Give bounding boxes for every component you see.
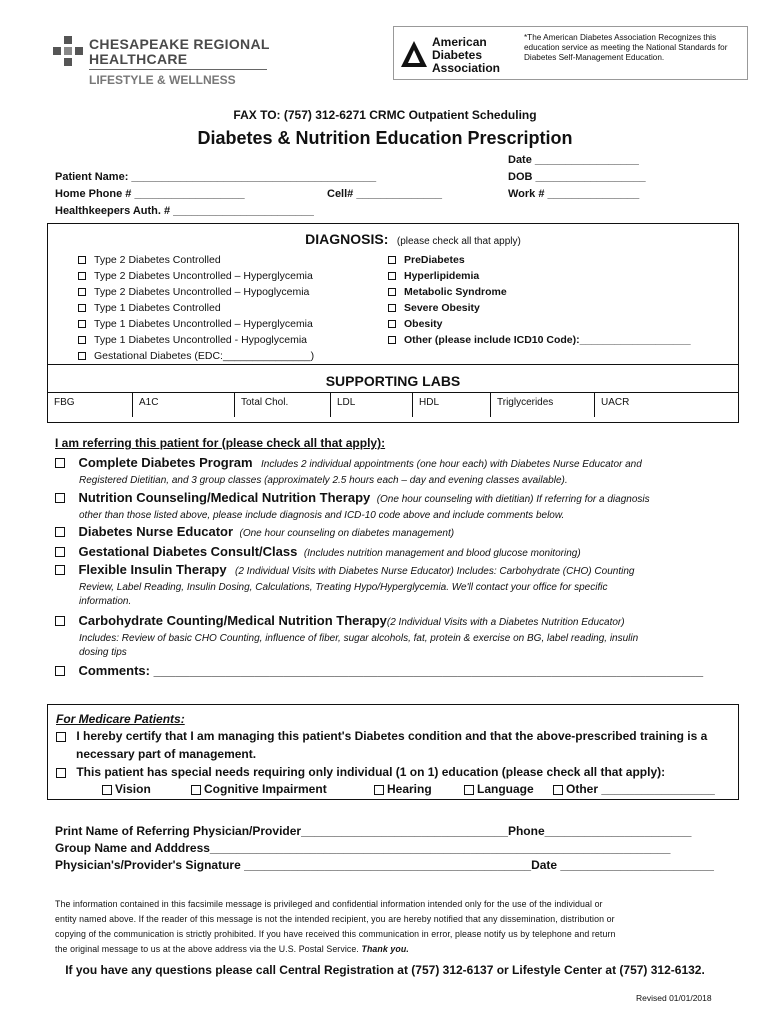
referral-item[interactable]: Diabetes Nurse Educator (One hour counseling on diabetes management) (55, 523, 745, 541)
checkbox-icon[interactable] (388, 288, 396, 296)
checkbox-icon[interactable] (78, 288, 86, 296)
home-phone-field[interactable]: Home Phone # __________________ (55, 188, 245, 200)
page-title: Diabetes & Nutrition Education Prescription (197, 128, 573, 148)
diagnosis-option[interactable]: Severe Obesity (388, 300, 691, 316)
diagnosis-option[interactable]: Type 2 Diabetes Uncontrolled – Hyperglycemia (78, 268, 314, 284)
patient-name-field[interactable]: Patient Name: ________________________________________ (55, 171, 377, 183)
checkbox-icon[interactable] (102, 785, 112, 795)
option-other[interactable]: Other _________________ (553, 782, 715, 796)
checkbox-icon[interactable] (55, 565, 65, 575)
medicare-cert1b: necessary part of management. (76, 747, 257, 761)
checkbox-icon[interactable] (464, 785, 474, 795)
group-address-field[interactable]: Group Name and Adddress_____________________________________________________________________ (55, 841, 671, 855)
referral-item[interactable]: Gestational Diabetes Consult/Class (Includes nutrition management and blood glucose monitoring) (55, 543, 745, 561)
referral-item[interactable]: Complete Diabetes Program Includes 2 individual appointments (one hour each) with Diabetes Nurse Educator and Registered Dietitian, and 3 group classes (approximately 2.5 hours each – day and evening classes available). (55, 454, 745, 486)
confidentiality-notice: The information contained in this facsimile message is privileged and confidential information intended only for the use of the individual or entity named above. If the reader of this message is not the intended recipient, you are hereby notified that any dissemination, distribution or copying of the communication is strictly prohibited. If you have received this communication in error, please notify us by telephone and return the original message to us at the above address via the U.S. Postal Service. Thank you. (55, 899, 616, 954)
diagnosis-option[interactable]: Gestational Diabetes (EDC:_______________) (78, 348, 314, 364)
checkbox-icon[interactable] (55, 616, 65, 626)
checkbox-icon[interactable] (56, 732, 66, 742)
option-vision[interactable]: Vision (102, 782, 151, 796)
checkbox-icon[interactable] (388, 272, 396, 280)
medicare-box (47, 704, 739, 800)
checkbox-icon[interactable] (55, 547, 65, 557)
labs-box (47, 365, 739, 423)
ada-name-line3: Association (432, 61, 501, 75)
checkbox-icon[interactable] (55, 493, 65, 503)
checkbox-icon[interactable] (78, 320, 86, 328)
ada-name-line2: Diabetes (432, 48, 483, 62)
option-language[interactable]: Language (464, 782, 534, 796)
checkbox-icon[interactable] (55, 458, 65, 468)
diagnosis-option[interactable]: PreDiabetes (388, 252, 691, 268)
cell-field[interactable]: Cell# ______________ (327, 188, 442, 200)
labs-row (48, 392, 738, 423)
checkbox-icon[interactable] (191, 785, 201, 795)
checkbox-icon[interactable] (78, 256, 86, 264)
diagnosis-option[interactable]: Type 2 Diabetes Uncontrolled – Hypoglycemia (78, 284, 314, 300)
medicare-cert1[interactable]: I hereby certify that I am managing this patient's Diabetes condition and that the above-prescribed training is a (56, 729, 707, 743)
org-logo (53, 34, 268, 94)
lab-cell-ldl[interactable]: LDL (331, 393, 413, 417)
comments-field[interactable]: Comments: ____________________________________________________________________________ (55, 662, 745, 680)
diagnosis-option[interactable]: Type 2 Diabetes Controlled (78, 252, 314, 268)
ada-box (393, 26, 748, 80)
revised-date: Revised 01/01/2018 (636, 993, 712, 1003)
option-hearing[interactable]: Hearing (374, 782, 432, 796)
checkbox-icon[interactable] (388, 256, 396, 264)
option-cognitive[interactable]: Cognitive Impairment (191, 782, 327, 796)
work-field[interactable]: Work # _______________ (508, 188, 640, 200)
checkbox-icon[interactable] (553, 785, 563, 795)
checkbox-icon[interactable] (388, 320, 396, 328)
checkbox-icon[interactable] (78, 304, 86, 312)
medicare-cert2[interactable]: This patient has special needs requiring only individual (1 on 1) education (please check all that apply): (56, 765, 665, 779)
referral-heading: I am referring this patient for (please check all that apply): (55, 436, 386, 450)
diagnosis-option[interactable]: Other (please include ICD10 Code):___________________ (388, 332, 691, 348)
diagnosis-box (47, 223, 739, 365)
crhc-logo-icon (53, 36, 83, 66)
diagnosis-option[interactable]: Obesity (388, 316, 691, 332)
checkbox-icon[interactable] (78, 352, 86, 360)
org-sub: LIFESTYLE & WELLNESS (89, 73, 236, 87)
questions-line: If you have any questions please call Central Registration at (757) 312-6137 or Lifestyle Center at (757) 312-6132. (65, 963, 705, 977)
ada-name-line1: American (432, 35, 487, 49)
physician-print-name-field[interactable]: Print Name of Referring Physician/Provider_______________________________Phone______________________ (55, 824, 692, 838)
diagnosis-option[interactable]: Hyperlipidemia (388, 268, 691, 284)
logo-divider (89, 69, 267, 70)
lab-cell-triglycerides[interactable]: Triglycerides (491, 393, 595, 417)
labs-heading: SUPPORTING LABS (325, 373, 461, 389)
checkbox-icon[interactable] (388, 336, 396, 344)
checkbox-icon[interactable] (78, 336, 86, 344)
diagnosis-option[interactable]: Metabolic Syndrome (388, 284, 691, 300)
checkbox-icon[interactable] (55, 527, 65, 537)
diagnosis-left-list (78, 252, 314, 364)
referral-item[interactable]: Carbohydrate Counting/Medical Nutrition Therapy(2 Individual Visits with a Diabetes Nutrition Educator) Includes: Review of basic CHO Counting, influence of fiber, sugar alcohols, fat, protein & exercise on BG, label reading, insulin dosing tips (55, 612, 745, 658)
lab-cell-hdl[interactable]: HDL (413, 393, 491, 417)
checkbox-icon[interactable] (55, 666, 65, 676)
ada-note: *The American Diabetes Association Recognizes this education service as meeting the National Standards for Diabetes Self-Management Education. (524, 33, 728, 62)
org-name-line2: HEALTHCARE (89, 51, 188, 67)
checkbox-icon[interactable] (56, 768, 66, 778)
checkbox-icon[interactable] (388, 304, 396, 312)
diagnosis-option[interactable]: Type 1 Diabetes Uncontrolled – Hyperglycemia (78, 316, 314, 332)
checkbox-icon[interactable] (374, 785, 384, 795)
lab-cell-total-chol[interactable]: Total Chol. (235, 393, 331, 417)
diagnosis-right-list (388, 252, 691, 348)
diagnosis-heading: DIAGNOSIS: (please check all that apply) (305, 231, 521, 247)
ada-triangle-icon (401, 41, 427, 67)
dob-field[interactable]: DOB __________________ (508, 171, 646, 183)
fax-line: FAX TO: (757) 312-6271 CRMC Outpatient Scheduling (233, 108, 537, 122)
checkbox-icon[interactable] (78, 272, 86, 280)
date-field[interactable]: Date _________________ (508, 154, 639, 166)
medicare-heading: For Medicare Patients: (56, 712, 185, 726)
referral-item[interactable]: Flexible Insulin Therapy (2 Individual Visits with Diabetes Nurse Educator) Includes: Carbohydrate (CHO) Counting Review, Label Reading, Insulin Dosing, Calculations, Treating Hypo/Hyperglycemia. We'll contact your office for specific information. (55, 561, 745, 607)
lab-cell-a1c[interactable]: A1C (133, 393, 235, 417)
diagnosis-option[interactable]: Type 1 Diabetes Uncontrolled - Hypoglycemia (78, 332, 314, 348)
diagnosis-option[interactable]: Type 1 Diabetes Controlled (78, 300, 314, 316)
physician-signature-field[interactable]: Physician's/Provider's Signature ___________________________________________Date _______________________ (55, 858, 714, 872)
org-name-line1: CHESAPEAKE REGIONAL (89, 36, 270, 52)
auth-field[interactable]: Healthkeepers Auth. # _______________________ (55, 205, 314, 217)
lab-cell-fbg[interactable]: FBG (48, 393, 133, 417)
lab-cell-uacr[interactable]: UACR (601, 397, 630, 408)
referral-item[interactable]: Nutrition Counseling/Medical Nutrition Therapy (One hour counseling with dietitian) If referring for a diagnosis other than those listed above, please include diagnosis and ICD-10 code above and include comments below. (55, 489, 745, 521)
